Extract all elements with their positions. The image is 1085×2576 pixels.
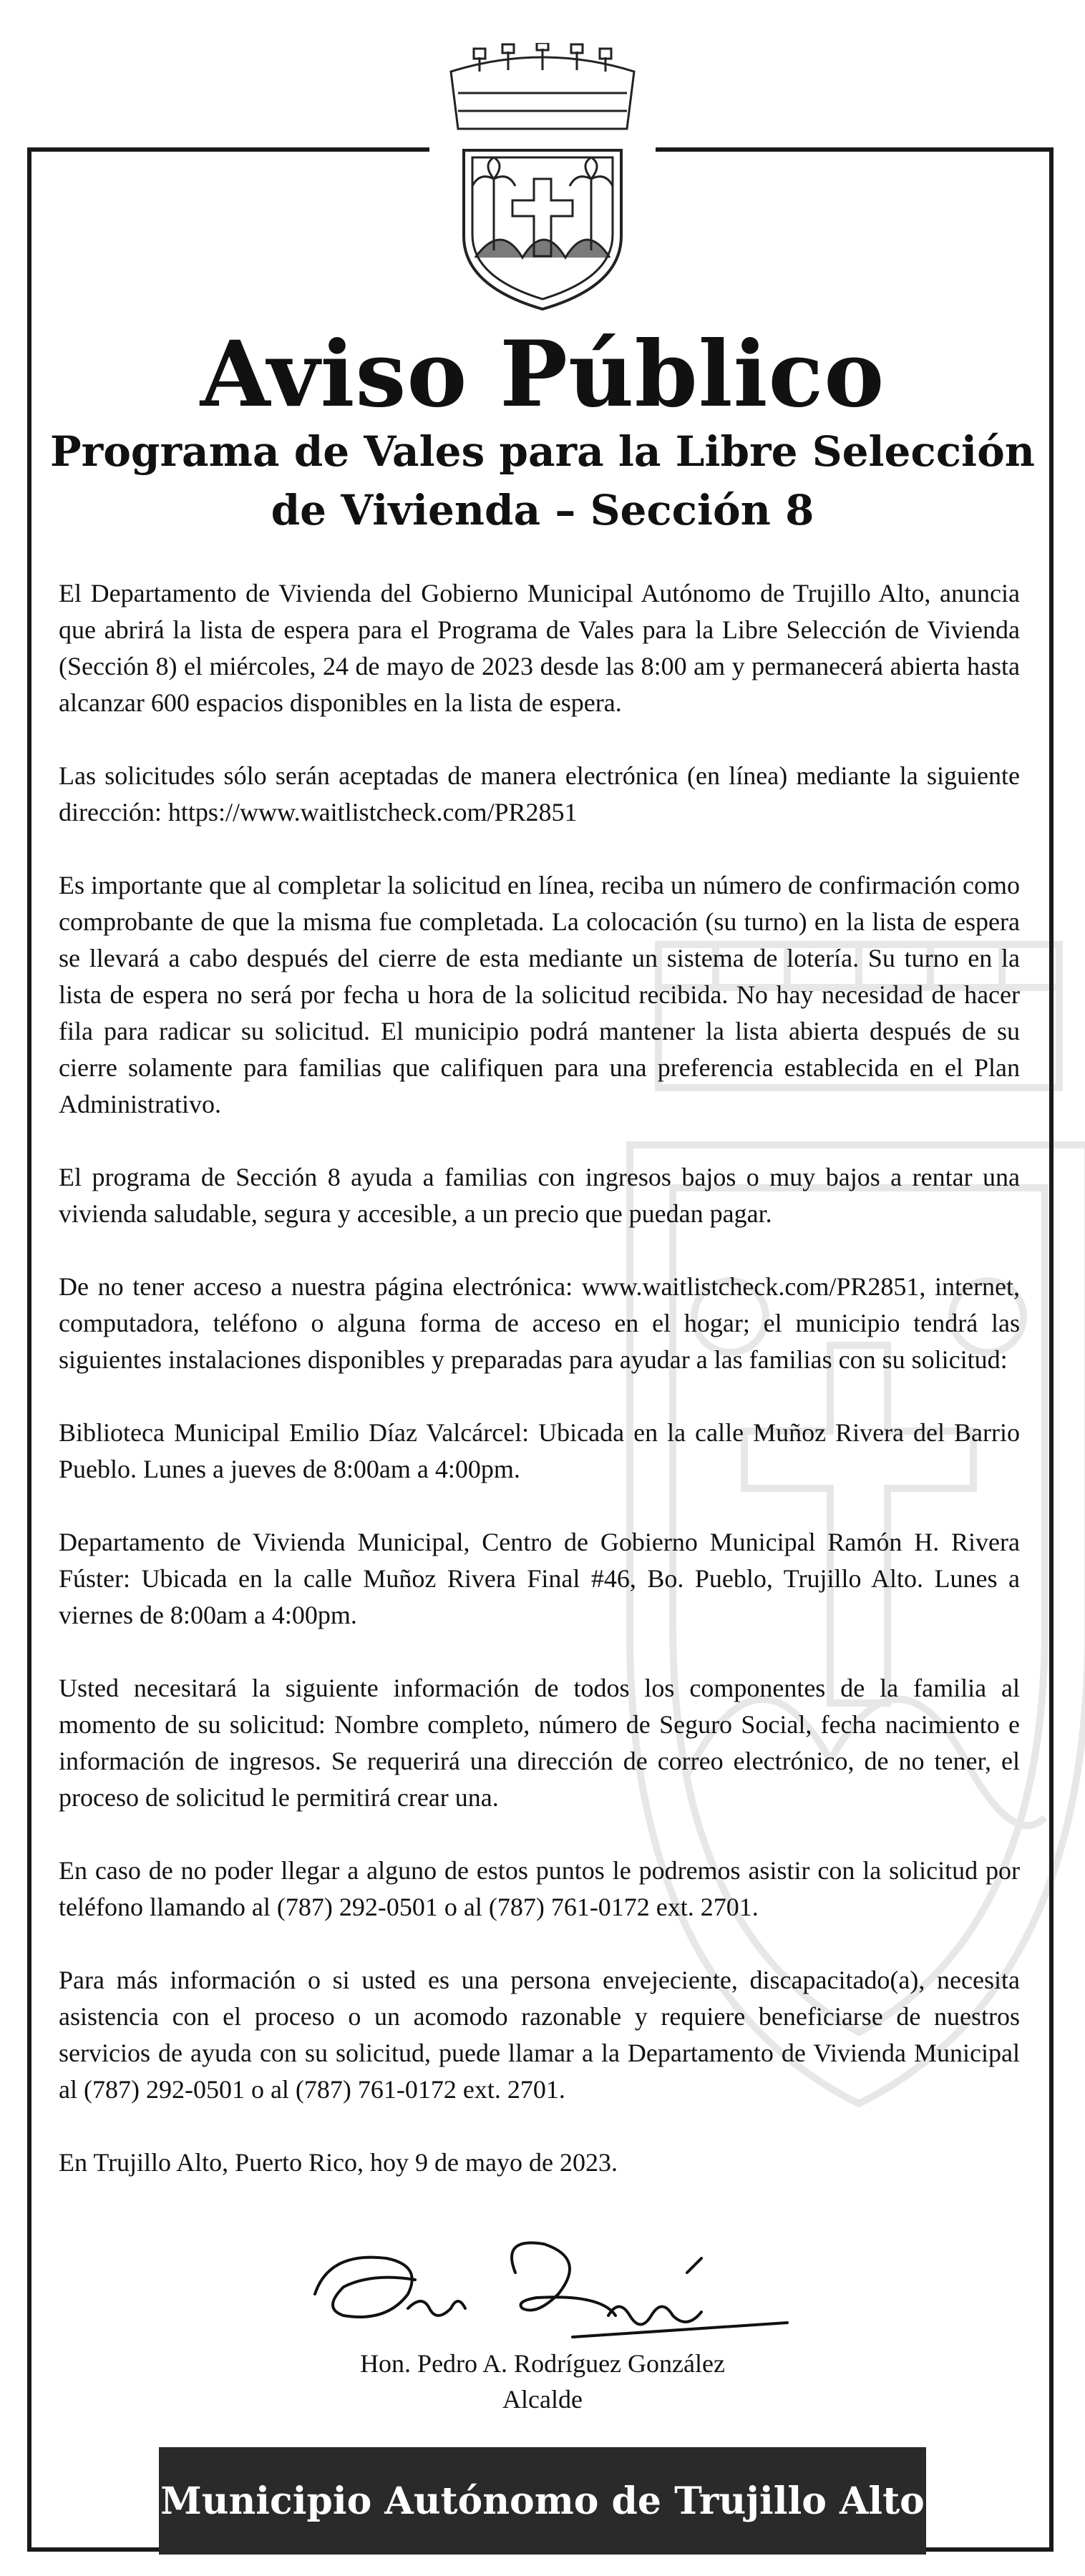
signer-name: Hon. Pedro A. Rodríguez González [360, 2349, 725, 2378]
page-title: Aviso Público [200, 321, 885, 427]
signer-block [0, 2346, 1085, 2417]
paragraph-program-description: El programa de Sección 8 ayuda a familias con ingresos bajos o muy bajos a rentar una vivienda saludable, segura y accesible, a un precio que puedan pagar. [59, 1163, 1020, 1228]
paragraph-confirmation-lottery: Es importante que al completar la solicitud en línea, reciba un número de confirmación como comprobante de que la misma fue completada. La colocación (su turno) en la lista de espera se llevará a cabo después del cierre de esta mediante un sistema de lotería. Su turno en la lista de espera no será por fecha u hora de la solicitud recibida. No hay necesidad de hacer fila para radicar su solicitud. El municipio podrá mantener la lista abierta después de su cierre solamente para familias que califiquen para una preferencia establecida en el Plan Administrativo. [59, 871, 1020, 1118]
footer-municipality-name: Municipio Autónomo de Trujillo Alto [160, 2479, 925, 2523]
paragraph-no-access: De no tener acceso a nuestra página electrónica: www.waitlistcheck.com/PR2851, internet, computadora, teléfono o alguna forma de acceso en el hogar; el municipio tendrá las siguientes instalaciones disponibles y preparadas para ayudar a las familias con su solicitud: [59, 1272, 1020, 1374]
paragraph-online-application: Las solicitudes sólo serán aceptadas de manera electrónica (en línea) mediante la siguiente dirección: https://www.waitlistcheck.com/PR2851 [59, 761, 1020, 826]
page-subtitle: Programa de Vales para la Libre Selección de Vivienda – Sección 8 [50, 427, 1035, 535]
footer-banner [159, 2447, 926, 2555]
paragraph-announcement: El Departamento de Vivienda del Gobierno Municipal Autónomo de Trujillo Alto, anuncia que abrirá la lista de espera para el Programa de Vales para la Libre Selección de Vivienda (Sección 8) el miércoles, 24 de mayo de 2023 desde las 8:00 am y permanecerá abierta hasta alcanzar 600 espacios disponibles en la lista de espera. [59, 579, 1020, 717]
paragraph-date-place: En Trujillo Alto, Puerto Rico, hoy 9 de mayo de 2023. [59, 2148, 618, 2177]
municipal-crest-icon [429, 43, 656, 315]
signer-title: Alcalde [502, 2385, 583, 2414]
paragraph-housing-department-location: Departamento de Vivienda Municipal, Centro de Gobierno Municipal Ramón H. Rivera Fúster: Ubicada en la calle Muñoz Rivera Final #46, Bo. Pueblo, Trujillo Alto. Lunes a viernes de 8:00am a 4:00pm. [59, 1528, 1020, 1629]
paragraph-phone-assistance: En caso de no poder llegar a alguno de estos puntos le podremos asistir con la solicitud por teléfono llamando al (787) 292-0501 o al (787) 761-0172 ext. 2701. [59, 1856, 1020, 1921]
paragraph-more-information: Para más información o si usted es una persona envejeciente, discapacitado(a), necesita asistencia con el proceso o un acomodo razonable y requiere beneficiarse de nuestros servicios de ayuda con su solicitud, puede llamar a la Departamento de Vivienda Municipal al (787) 292-0501 o al (787) 761-0172 ext. 2701. [59, 1966, 1020, 2104]
paragraph-library-location: Biblioteca Municipal Emilio Díaz Valcárcel: Ubicada en la calle Muñoz Rivera del Barrio Pueblo. Lunes a jueves de 8:00am a 4:00pm. [59, 1418, 1020, 1483]
paragraph-required-information: Usted necesitará la siguiente información de todos los componentes de la familia al momento de su solicitud: Nombre completo, número de Seguro Social, fecha nacimiento e información de ingresos. Se requerirá una dirección de correo electrónico, de no tener, el proceso de solicitud le permitirá crear una. [59, 1674, 1020, 1812]
notice-body [59, 575, 1020, 2218]
